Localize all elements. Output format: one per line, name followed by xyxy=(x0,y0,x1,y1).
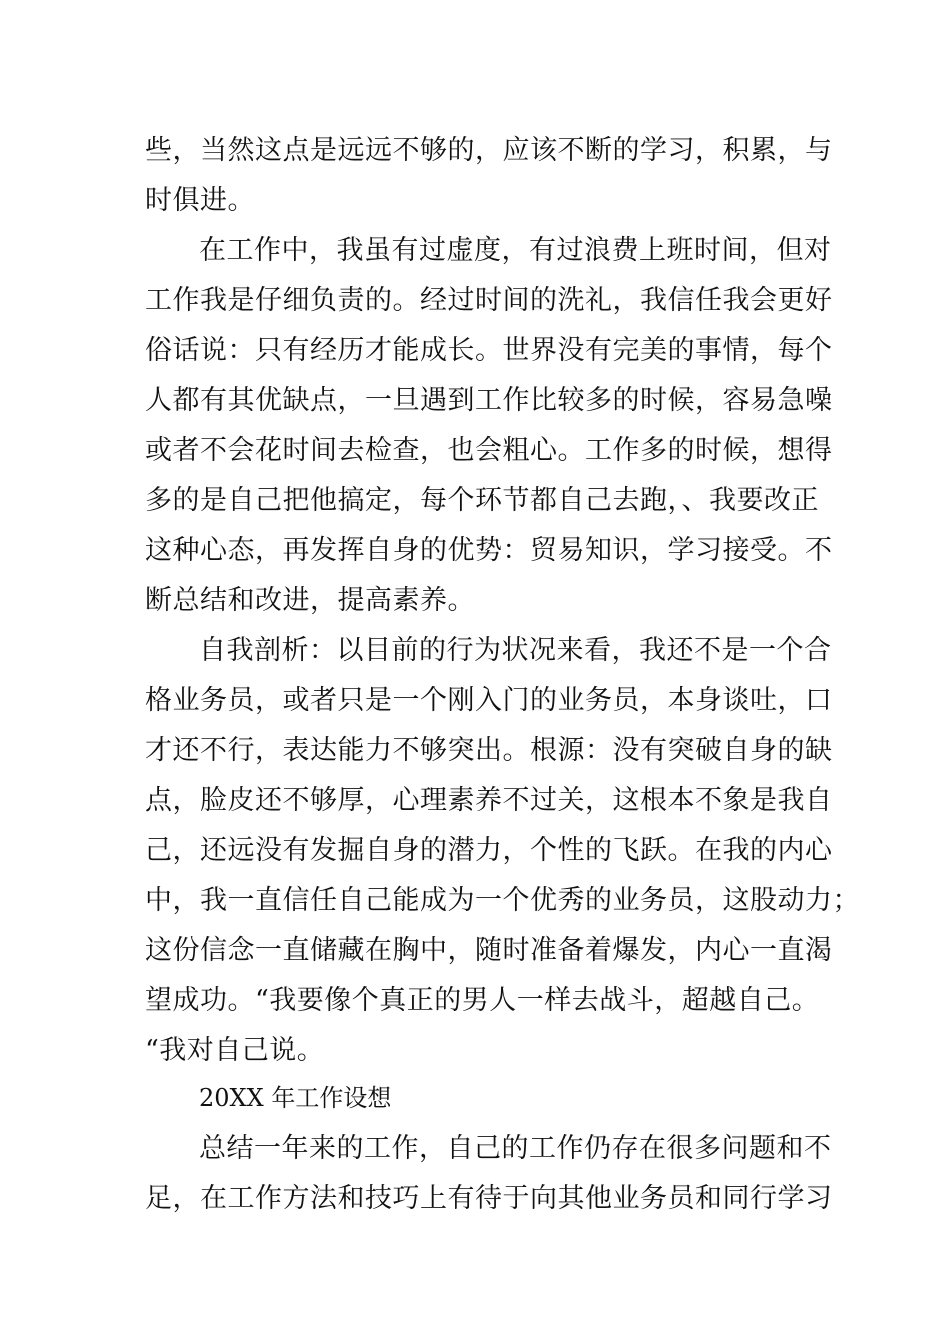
text-line: 时俱进。 xyxy=(145,185,255,216)
text-line: 望成功。“我要像个真正的男人一样去战斗，超越自己。 xyxy=(145,985,820,1016)
text-line: 足，在工作方法和技巧上有待于向其他业务员和同行学习 xyxy=(145,1183,833,1214)
text-line: 多的是自己把他搞定，每个环节都自己去跑，、我要改正 xyxy=(145,485,819,516)
text-line: “我对自己说。 xyxy=(145,1035,325,1066)
text-line: 些，当然这点是远远不够的，应该不断的学习，积累，与 xyxy=(145,135,833,166)
text-line: 点，脸皮还不够厚，心理素养不过关，这根本不象是我自 xyxy=(145,785,833,816)
text-line: 或者不会花时间去检查，也会粗心。工作多的时候，想得 xyxy=(145,435,833,466)
text-line: 这份信念一直储藏在胸中，随时准备着爆发，内心一直渴 xyxy=(145,935,833,966)
text-line: 格业务员，或者只是一个刚入门的业务员，本身谈吐，口 xyxy=(145,685,833,716)
text-line: 这种心态，再发挥自身的优势：贸易知识，学习接受。不 xyxy=(145,535,833,566)
paragraph-start-line: 总结一年来的工作，自己的工作仍存在很多问题和不 xyxy=(199,1133,832,1164)
paragraph-start-line: 自我剖析：以目前的行为状况来看，我还不是一个合 xyxy=(199,635,832,666)
section-heading: 20XX 年工作设想 xyxy=(199,1084,392,1112)
text-line: 中，我一直信任自己能成为一个优秀的业务员，这股动力； xyxy=(145,885,860,916)
text-line: 人都有其优缺点，一旦遇到工作比较多的时候，容易急噪 xyxy=(145,385,833,416)
text-line: 俗话说：只有经历才能成长。世界没有完美的事情，每个 xyxy=(145,335,833,366)
text-line: 才还不行，表达能力不够突出。根源：没有突破自身的缺 xyxy=(145,735,833,766)
text-line: 工作我是仔细负责的。经过时间的洗礼，我信任我会更好 xyxy=(145,285,833,316)
paragraph-start-line: 在工作中，我虽有过虚度，有过浪费上班时间，但对 xyxy=(199,235,832,266)
text-line: 己，还远没有发掘自身的潜力，个性的飞跃。在我的内心 xyxy=(145,835,833,866)
text-line: 断总结和改进，提高素养。 xyxy=(145,585,475,616)
